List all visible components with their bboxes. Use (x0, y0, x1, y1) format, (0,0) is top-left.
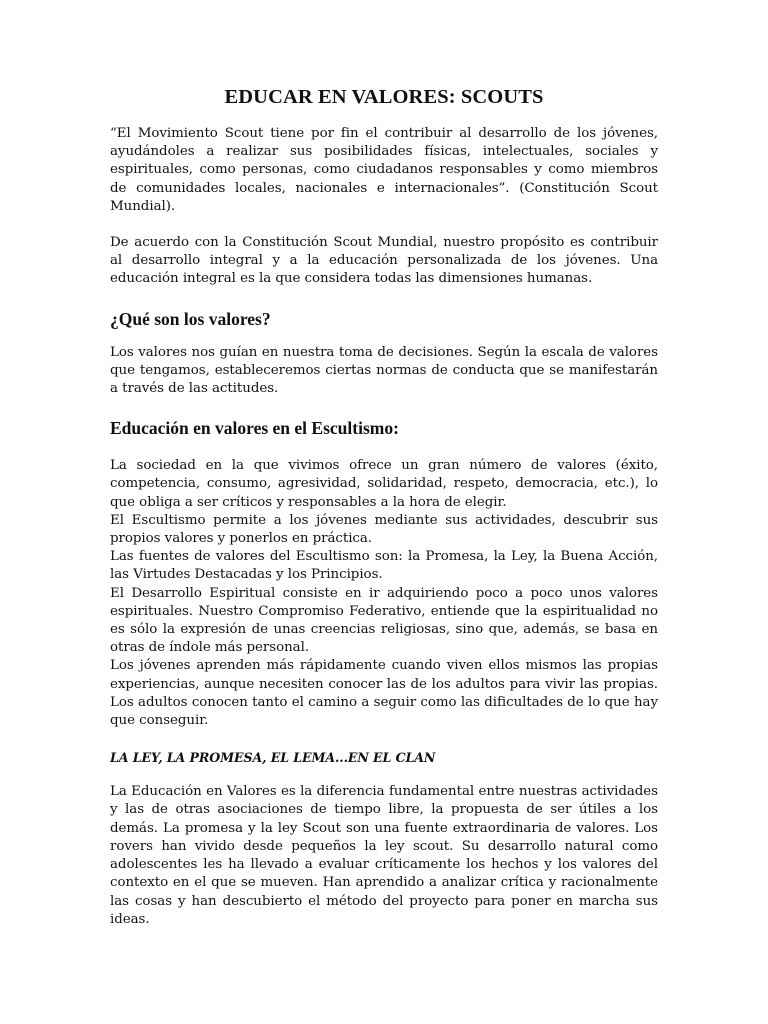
section2-paragraph: Las fuentes de valores del Escultismo son: la Promesa, la Ley, la Buena Acción, las Virtudes Destacadas y los Principios. (110, 549, 658, 583)
section2-paragraph: Los jóvenes aprenden más rápidamente cuando viven ellos mismos las propias experiencias, aunque necesiten conocer las de los adultos para vivir las propias. Los adultos conocen tanto el camino a seguir como las dificultades de lo que hay que conseguir. (110, 658, 658, 729)
spacer (110, 730, 658, 749)
section1-paragraph: Los valores nos guían en nuestra toma de decisiones. Según la escala de valores que tengamos, estableceremos ciertas normas de conducta que se manifestarán a través de las actitudes. (110, 344, 658, 397)
spacer (110, 398, 658, 417)
section2-paragraph: El Desarrollo Espiritual consiste en ir adquiriendo poco a poco unos valores espirituales. Nuestro Compromiso Federativo, entiende que la espiritualidad no es sólo la expresión de unas creencias religiosas, sino que, además, se basa en otras de índole más personal. (110, 585, 658, 656)
document-page (110, 84, 658, 929)
intro-paragraph: De acuerdo con la Constitución Scout Mundial, nuestro propósito es contribuir al desarrollo integral y a la educación personalizada de los jóvenes. Una educación integral es la que considera todas las dimensiones humanas. (110, 235, 658, 287)
document-title: EDUCAR EN VALORES: SCOUTS (224, 86, 544, 108)
section2-paragraph: El Escultismo permite a los jóvenes mediante sus actividades, descubrir sus propios valores y ponerlos en práctica. (110, 512, 658, 547)
spacer (110, 289, 658, 308)
section-heading-ley-promesa-lema: LA LEY, LA PROMESA, EL LEMA...EN EL CLAN (110, 750, 436, 766)
intro-quote: “El Movimiento Scout tiene por fin el contribuir al desarrollo de los jóvenes, ayudándoles a realizar sus posibilidades físicas, intelectuales, sociales y espirituales, como personas, como ciudadanos responsables y como miembros de comunidades locales, nacionales e internacionales”. (Constitución Scout Mundial). (110, 126, 658, 214)
section-heading-que-son-valores: ¿Qué son los valores? (110, 308, 271, 329)
spacer (110, 216, 658, 234)
section-heading-educacion-escultismo: Educación en valores en el Escultismo: (110, 418, 399, 439)
section2-paragraph: La sociedad en la que vivimos ofrece un gran número de valores (éxito, competencia, consumo, agresividad, solidaridad, respeto, democracia, etc.), lo que obliga a ser críticos y responsables a la hora de elegir. (110, 458, 658, 510)
section3-paragraph: La Educación en Valores es la diferencia fundamental entre nuestras actividades y las de otras asociaciones de tiempo libre, la propuesta de ser útiles a los demás. La promesa y la ley Scout son una fuente extraordinaria de valores. Los rovers han vivido desde pequeños la ley scout. Su desarrollo natural como adolescentes les ha llevado a evaluar críticamente los hechos y los valores del contexto en el que se mueven. Han aprendido a analizar crítica y racionalmente las cosas y han descubierto el método del proyecto para poner en marcha sus ideas. (110, 784, 658, 927)
